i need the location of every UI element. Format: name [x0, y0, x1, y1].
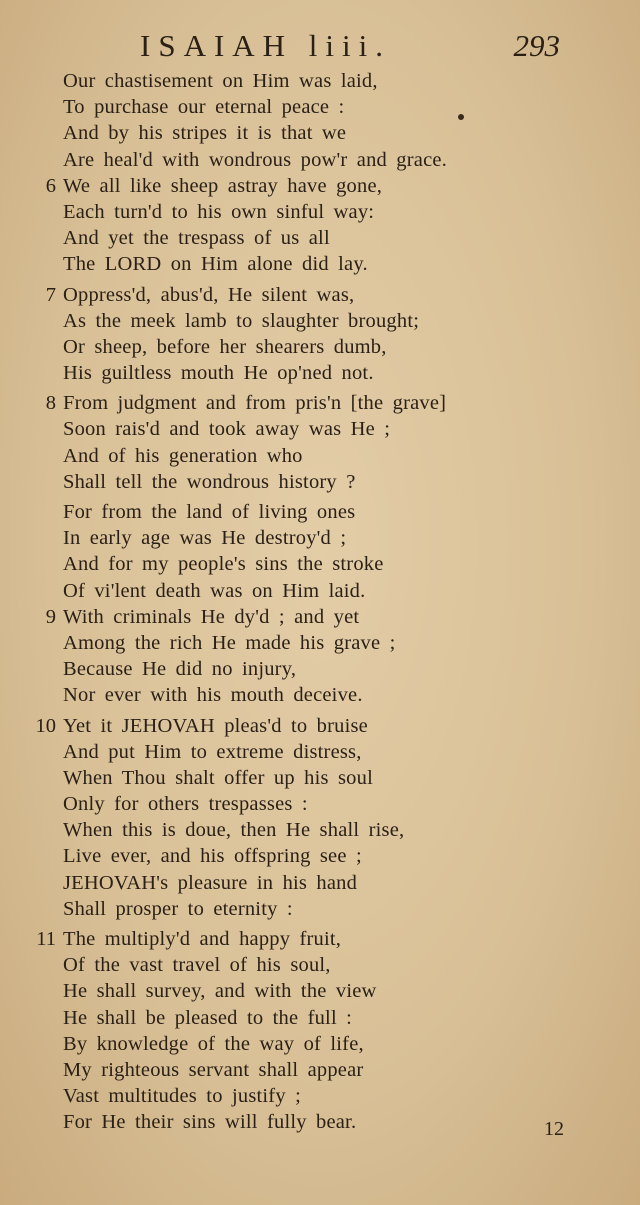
verse-text: Only for others trespasses : — [63, 793, 308, 816]
verse-line — [0, 225, 640, 251]
verse-text: Vast multitudes to justify ; — [63, 1085, 301, 1108]
verse-line — [0, 551, 640, 577]
verse-text: We all like sheep astray have gone, — [63, 174, 383, 197]
verse-line — [0, 308, 640, 334]
verse-line — [0, 94, 640, 120]
verse-line — [0, 713, 640, 739]
verse-line — [0, 120, 640, 146]
verse-text: As the meek lamb to slaughter brought; — [63, 309, 420, 332]
verse-line — [0, 443, 640, 469]
verse-text: He shall be pleased to the full : — [63, 1006, 353, 1029]
verse-text: When this is doue, then He shall rise, — [63, 819, 405, 842]
verse-number: 6 — [45, 174, 56, 197]
verse-line — [0, 896, 640, 922]
verse-line — [0, 334, 640, 360]
verse-line — [0, 604, 640, 630]
verse-line — [0, 525, 640, 551]
verse-line — [0, 1031, 640, 1057]
verse-line — [0, 173, 640, 199]
verse-text: By knowledge of the way of life, — [63, 1032, 364, 1055]
verse-line — [0, 469, 640, 495]
verse-line — [0, 682, 640, 708]
verse-text: Of the vast travel of his soul, — [63, 954, 331, 977]
verse-text: Or sheep, before her shearers dumb, — [63, 335, 387, 358]
verse-line — [0, 1057, 640, 1083]
page-header — [0, 26, 640, 66]
verse-text: Because He did no injury, — [63, 658, 297, 681]
verse-number: 8 — [45, 392, 56, 415]
verse-line — [0, 360, 640, 386]
verse-text: My righteous servant shall appear — [63, 1058, 364, 1081]
verse-line — [0, 390, 640, 416]
signature-mark: 12 — [544, 1118, 564, 1140]
verse-text: Live ever, and his offspring see ; — [63, 845, 362, 868]
running-head: ISAIAH liii. — [140, 28, 391, 63]
verse-line — [0, 843, 640, 869]
verse-line — [0, 251, 640, 277]
verse-text: JEHOVAH's pleasure in his hand — [63, 871, 358, 894]
verse-number: 9 — [45, 605, 56, 628]
verse-line — [0, 282, 640, 308]
verse-number: 11 — [36, 928, 56, 950]
verse-text: And yet the trespass of us all — [63, 227, 330, 250]
verse-line — [0, 791, 640, 817]
verse-text: Among the rich He made his grave ; — [63, 631, 396, 654]
verse-line — [0, 952, 640, 978]
verse-text: The LORD on Him alone did lay. — [63, 253, 368, 276]
verse-line — [0, 926, 640, 952]
verse-line — [0, 630, 640, 656]
verse-text: With criminals He dy'd ; and yet — [63, 605, 360, 628]
verse-line — [0, 578, 640, 604]
verse-text: Oppress'd, abus'd, He silent was, — [63, 283, 355, 306]
verse-number: 7 — [45, 283, 56, 306]
verse-text: The multiply'd and happy fruit, — [63, 928, 342, 950]
verse-text: Are heal'd with wondrous pow'r and grace. — [63, 148, 447, 171]
verse-line — [0, 147, 640, 173]
verse-text: He shall survey, and with the view — [63, 980, 377, 1003]
verse-line — [0, 817, 640, 843]
verse-line — [0, 68, 640, 94]
verse-line — [0, 199, 640, 225]
verse-line — [0, 499, 640, 525]
verse-number: 10 — [35, 714, 56, 737]
verse-text: For He their sins will fully bear. — [63, 1111, 357, 1134]
verse-text: And put Him to extreme distress, — [63, 740, 362, 763]
verse-text: For from the land of living ones — [63, 501, 356, 523]
verse-list — [0, 68, 640, 1136]
verse-line — [0, 739, 640, 765]
verse-text: To purchase our eternal peace : — [63, 96, 345, 119]
verse-line — [0, 1005, 640, 1031]
verse-line — [0, 1083, 640, 1109]
verse-text: When Thou shalt offer up his soul — [63, 766, 373, 789]
verse-text: Our chastisement on Him was laid, — [63, 70, 378, 92]
verse-text: Soon rais'd and took away was He ; — [63, 418, 391, 441]
verse-line — [0, 416, 640, 442]
verse-text: Each turn'd to his own sinful way: — [63, 200, 375, 223]
verse-line — [0, 870, 640, 896]
verse-text: From judgment and from pris'n [the grave] — [63, 392, 447, 415]
verse-line — [0, 656, 640, 682]
verse-text: His guiltless mouth He op'ned not. — [63, 362, 374, 385]
page-number: 293 — [513, 28, 560, 63]
verse-text: And by his stripes it is that we — [63, 122, 347, 145]
verse-text: In early age was He destroy'd ; — [63, 527, 347, 550]
verse-text: And of his generation who — [63, 444, 303, 467]
verse-text: Nor ever with his mouth deceive. — [63, 684, 363, 707]
verse-text: Shall tell the wondrous history ? — [63, 470, 356, 493]
verse-line — [0, 765, 640, 791]
verse-text: Yet it JEHOVAH pleas'd to bruise — [63, 714, 368, 737]
verse-line — [0, 978, 640, 1004]
verse-text: And for my people's sins the stroke — [63, 553, 384, 576]
verse-text: Shall prosper to eternity : — [63, 897, 293, 920]
verse-text: Of vi'lent death was on Him laid. — [63, 579, 366, 602]
